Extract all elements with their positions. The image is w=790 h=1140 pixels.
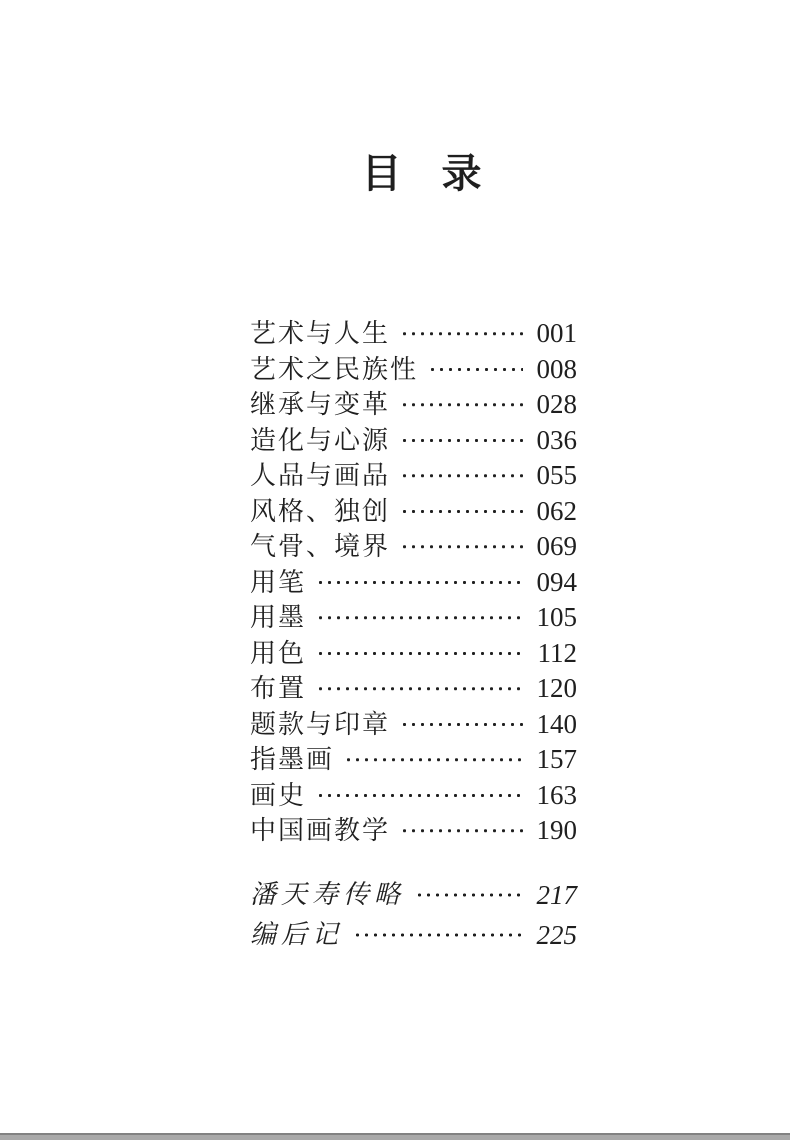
entry-label: 用色	[250, 638, 307, 668]
toc-entry	[250, 352, 577, 388]
dot-leader	[400, 423, 523, 459]
toc-entry	[250, 565, 577, 601]
toc-entry	[250, 387, 577, 423]
toc-entry	[250, 671, 577, 707]
entry-label: 造化与心源	[250, 425, 391, 455]
toc-entry	[250, 707, 577, 743]
entry-label: 艺术与人生	[250, 319, 391, 348]
entry-page-number: 069	[536, 531, 577, 561]
dot-leader	[400, 813, 523, 849]
entry-page-number: 028	[536, 389, 577, 419]
toc-entry	[250, 915, 577, 955]
entry-label: 风格、独创	[250, 496, 391, 526]
entry-page-number: 163	[536, 779, 577, 810]
entry-page-number: 140	[536, 708, 577, 739]
toc-entry	[250, 316, 577, 352]
entry-label: 艺术之民族性	[250, 354, 419, 384]
entry-label: 编后记	[250, 919, 344, 949]
entry-page-number: 112	[537, 637, 577, 668]
entry-page-number: 055	[536, 460, 577, 490]
dot-leader	[428, 352, 523, 388]
scan-edge-artifact	[0, 1133, 790, 1140]
entry-label: 中国画教学	[250, 816, 391, 845]
entry-page-number: 120	[536, 673, 577, 703]
toc-entry	[250, 636, 577, 672]
entry-page-number: 008	[536, 353, 577, 384]
dot-leader	[400, 529, 523, 565]
toc-content	[250, 0, 577, 955]
toc-main-list	[250, 316, 577, 849]
toc-entry	[250, 423, 577, 459]
entry-page-number: 190	[536, 815, 577, 845]
dot-leader	[316, 600, 523, 636]
dot-leader	[400, 494, 523, 530]
entry-label: 布置	[250, 674, 307, 703]
entry-page-number: 062	[536, 495, 577, 526]
dot-leader	[400, 458, 523, 494]
toc-appendix-list	[250, 875, 577, 955]
entry-label: 继承与变革	[250, 390, 391, 419]
entry-page-number: 225	[536, 919, 577, 950]
dot-leader	[316, 671, 523, 707]
entry-label: 用笔	[250, 567, 307, 597]
entry-page-number: 036	[536, 424, 577, 455]
entry-label: 用墨	[250, 603, 307, 632]
toc-entry	[250, 494, 577, 530]
toc-entry	[250, 778, 577, 814]
dot-leader	[353, 915, 523, 955]
entry-label: 气骨、境界	[250, 532, 391, 561]
toc-entry	[250, 742, 577, 778]
dot-leader	[400, 316, 523, 352]
entry-page-number: 001	[536, 318, 577, 348]
dot-leader	[344, 742, 523, 778]
entry-label: 题款与印章	[250, 709, 391, 739]
toc-entry	[250, 813, 577, 849]
toc-entry	[250, 529, 577, 565]
dot-leader	[316, 565, 523, 601]
entry-label: 指墨画	[250, 745, 335, 774]
entry-label: 画史	[250, 780, 307, 810]
dot-leader	[400, 387, 523, 423]
entry-page-number: 105	[536, 602, 577, 632]
toc-entry	[250, 600, 577, 636]
toc-entry	[250, 458, 577, 494]
entry-label: 潘天寿传略	[250, 879, 406, 909]
dot-leader	[316, 636, 523, 672]
dot-leader	[415, 875, 523, 915]
dot-leader	[400, 707, 523, 743]
dot-leader	[316, 778, 523, 814]
entry-label: 人品与画品	[250, 461, 391, 490]
entry-page-number: 157	[536, 744, 577, 774]
entry-page-number: 217	[536, 879, 577, 910]
page-title: 目 录	[361, 151, 482, 197]
entry-page-number: 094	[536, 566, 577, 597]
toc-entry	[250, 875, 577, 915]
